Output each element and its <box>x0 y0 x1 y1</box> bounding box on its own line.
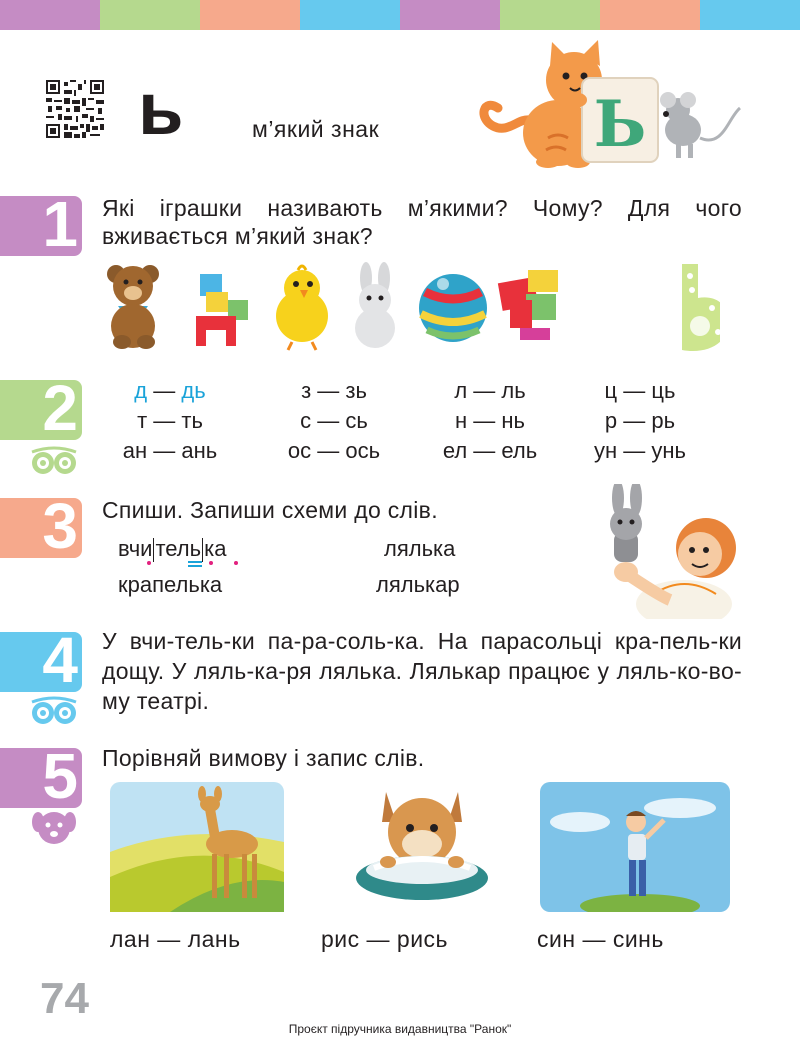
word-krapelka: крапелька <box>118 572 223 597</box>
task-4-tab <box>0 624 82 696</box>
syllable: вчи <box>118 536 153 561</box>
pair-cell: ун — унь <box>594 438 686 463</box>
pair-cell: ос — ось <box>287 438 381 463</box>
chick-icon <box>276 266 328 350</box>
page-number: 74 <box>40 974 89 1023</box>
qr-code-icon[interactable] <box>46 80 104 138</box>
pair-cell: р — рь <box>604 408 676 433</box>
boy-with-puppet-illustration <box>594 484 744 619</box>
teddy-bear-icon <box>107 265 159 349</box>
syllable: ка <box>204 536 227 561</box>
ball-icon <box>419 274 487 342</box>
cat-mouse-letter-illustration <box>478 38 748 168</box>
top-color-bar <box>0 0 800 30</box>
eyes-icon <box>30 696 78 726</box>
scheme-marks <box>140 558 250 568</box>
task-3-text: Спиши. Запиши схеми до слів. <box>102 497 438 523</box>
blocks-icon <box>196 274 248 346</box>
task-5-text: Порівняй вимову і запис слів. <box>102 745 425 771</box>
pair-cell: з — зь <box>301 378 367 403</box>
soft-letter-icon <box>682 264 720 351</box>
pair-cell: с — сь <box>300 408 368 433</box>
task-5-tab <box>0 740 82 812</box>
bunny-icon <box>355 262 395 348</box>
caption-lan: лан — лань <box>110 926 241 952</box>
task-1-text: Які іграшки називають м’якими? Чому? Для чого вживається м’який знак? <box>102 195 742 249</box>
deer-illustration <box>110 782 284 912</box>
task-4-number: 4 <box>42 624 78 696</box>
letter-name: м’який знак <box>252 116 380 142</box>
pair-cell: л — ль <box>454 378 526 403</box>
task-4-text: У вчи-тель-ки па-ра-соль-ка. На парасольці кра-пель-ки дощу. У ляль-ка-ря лялька. Лялькар працює у ляль-ко-во-му театрі. <box>102 628 742 714</box>
syllable: тель <box>155 536 202 561</box>
lego-bricks-icon <box>498 270 558 340</box>
footer-text: Проєкт підручника видавництва "Ранок" <box>288 1022 512 1036</box>
pair-cell: д — дь <box>134 378 206 403</box>
task-3-number: 3 <box>42 490 78 562</box>
caption-syn: син — синь <box>537 926 664 952</box>
letter-title: ь <box>138 67 184 150</box>
task-2-number: 2 <box>42 372 78 444</box>
dog-icon <box>32 810 76 846</box>
task-1-tab <box>0 188 82 260</box>
pair-cell: ц — ць <box>604 378 676 403</box>
toys-illustration <box>100 262 720 352</box>
word-lyalka: лялька <box>384 536 456 561</box>
boy-sky-illustration <box>540 782 730 912</box>
pair-cell: н — нь <box>455 408 525 433</box>
task-3-tab <box>0 490 82 562</box>
pair-cell: ел — ель <box>442 438 538 463</box>
task-1-number: 1 <box>42 188 78 260</box>
hero-letter: Ь <box>593 87 647 162</box>
task-5-number: 5 <box>42 740 78 812</box>
lynx-illustration <box>352 782 492 912</box>
eyes-icon <box>30 446 78 476</box>
task-2-tab <box>0 372 82 444</box>
pair-cell: т — ть <box>137 408 203 433</box>
word-lyalkar: лялькар <box>376 572 460 597</box>
pair-cell: ан — ань <box>122 438 218 463</box>
caption-rys: рис — рись <box>321 926 449 952</box>
